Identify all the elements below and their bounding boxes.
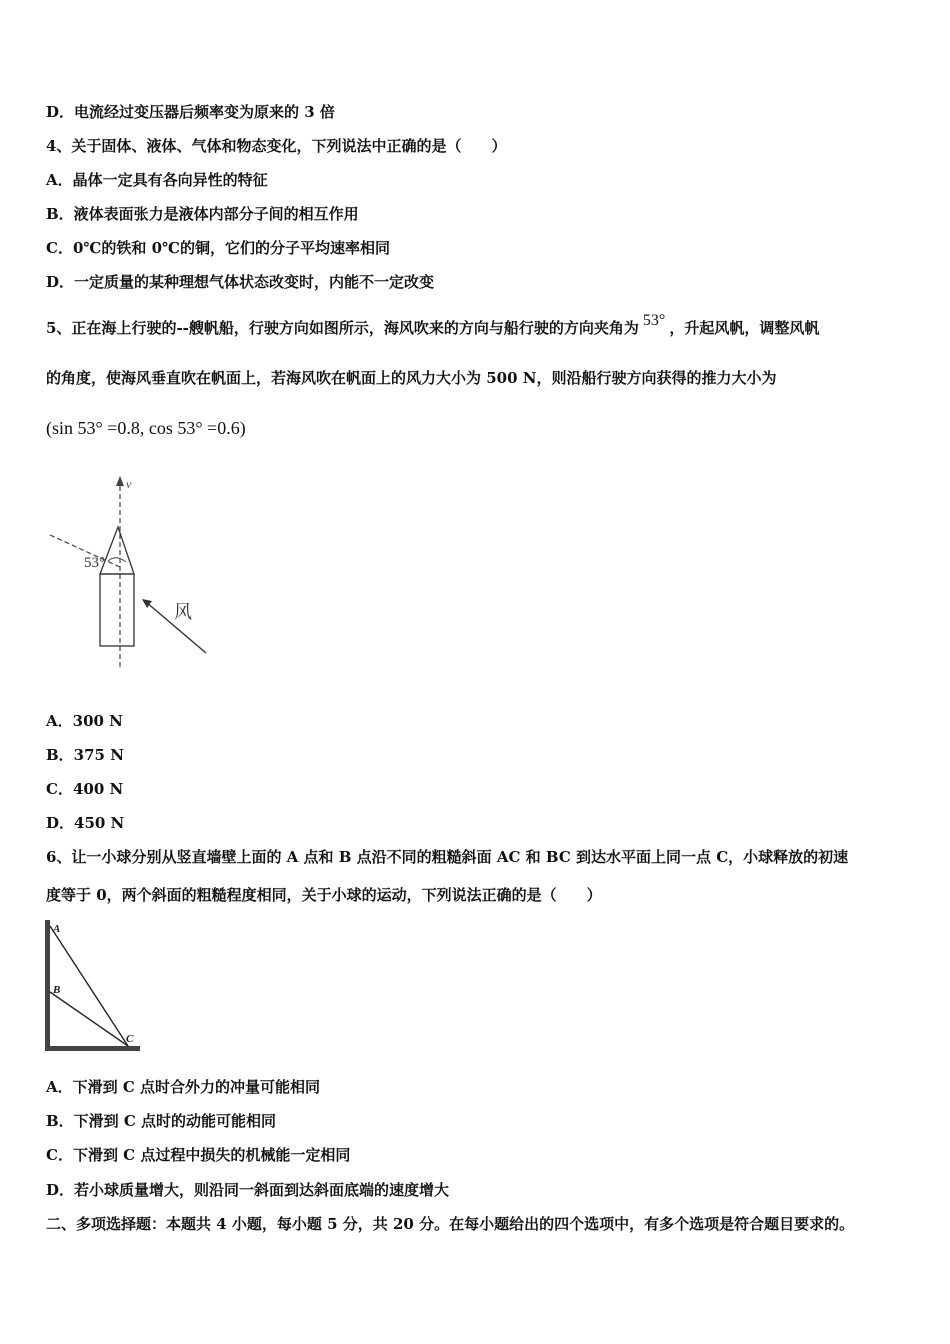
q5-stem-b: ，升起风帆，调整风帆 [669,319,820,337]
q5-stem-line1 [46,312,820,339]
sail-triangle [100,527,134,574]
q6-option-b: B．下滑到 C 点时的动能可能相同 [46,1112,277,1130]
q5-angle: 53° [642,312,666,329]
q6-stem-line2: 度等于 0，两个斜面的粗糙程度相同，关于小球的运动，下列说法正确的是（ ） [46,886,602,904]
q5-stem-line2: 的角度，使海风垂直吹在帆面上，若海风吹在帆面上的风力大小为 500 N，则沿船行驶方向获得的推力大小为 [46,369,777,387]
wind-label: 风 [174,602,192,622]
incline-bc [50,992,128,1046]
q5-formula: (sin 53° =0.8, cos 53° =0.6) [46,418,246,438]
section2-heading: 二、多项选择题：本题共 4 小题，每小题 5 分，共 20 分。在每小题给出的四个选项中，有多个选项是符合题目要求的。 [46,1215,855,1233]
incline-ac [50,926,128,1046]
q4-option-d: D．一定质量的某种理想气体状态改变时，内能不一定改变 [46,273,435,291]
q4-option-c: C．0℃的铁和 0℃的铜，它们的分子平均速率相同 [46,239,390,257]
q4-stem: 4、关于固体、液体、气体和物态变化，下列说法中正确的是（ ） [46,137,507,155]
q6-stem-line1: 6、让一小球分别从竖直墙壁上面的 A 点和 B 点沿不同的粗糙斜面 AC 和 BC 到达水平面上同一点 C，小球释放的初速 [46,848,849,866]
point-a-label: A [53,923,61,935]
boat-hull [100,574,134,646]
q5-option-d: D．450 N [46,814,125,832]
q5-sailboat-figure [46,470,216,680]
v-label: v [126,477,132,491]
q3-option-d: D．电流经过变压器后频率变为原来的 3 倍 [46,103,335,121]
q6-incline-figure [42,918,142,1054]
point-b-label: B [53,984,61,996]
q4-option-a: A．晶体一定具有各向异性的特征 [46,171,268,189]
q6-option-a: A．下滑到 C 点时合外力的冲量可能相同 [46,1078,321,1096]
q5-option-a: A．300 N [46,712,123,730]
wall [45,920,50,1051]
q5-stem-a: 5、正在海上行驶的--艘帆船，行驶方向如图所示，海风吹来的方向与船行驶的方向夹角为 [46,319,639,337]
q5-option-c: C．400 N [46,780,124,798]
angle-arc [108,558,126,562]
point-c-label: C [126,1033,134,1045]
velocity-arrowhead [116,476,124,486]
q6-option-c: C．下滑到 C 点过程中损失的机械能一定相同 [46,1146,351,1164]
q6-option-d: D．若小球质量增大，则沿同一斜面到达斜面底端的速度增大 [46,1181,450,1199]
angle-label: 53° [84,555,105,571]
q4-option-b: B．液体表面张力是液体内部分子间的相互作用 [46,205,359,223]
q5-option-b: B．375 N [46,746,124,764]
ground [45,1046,140,1051]
